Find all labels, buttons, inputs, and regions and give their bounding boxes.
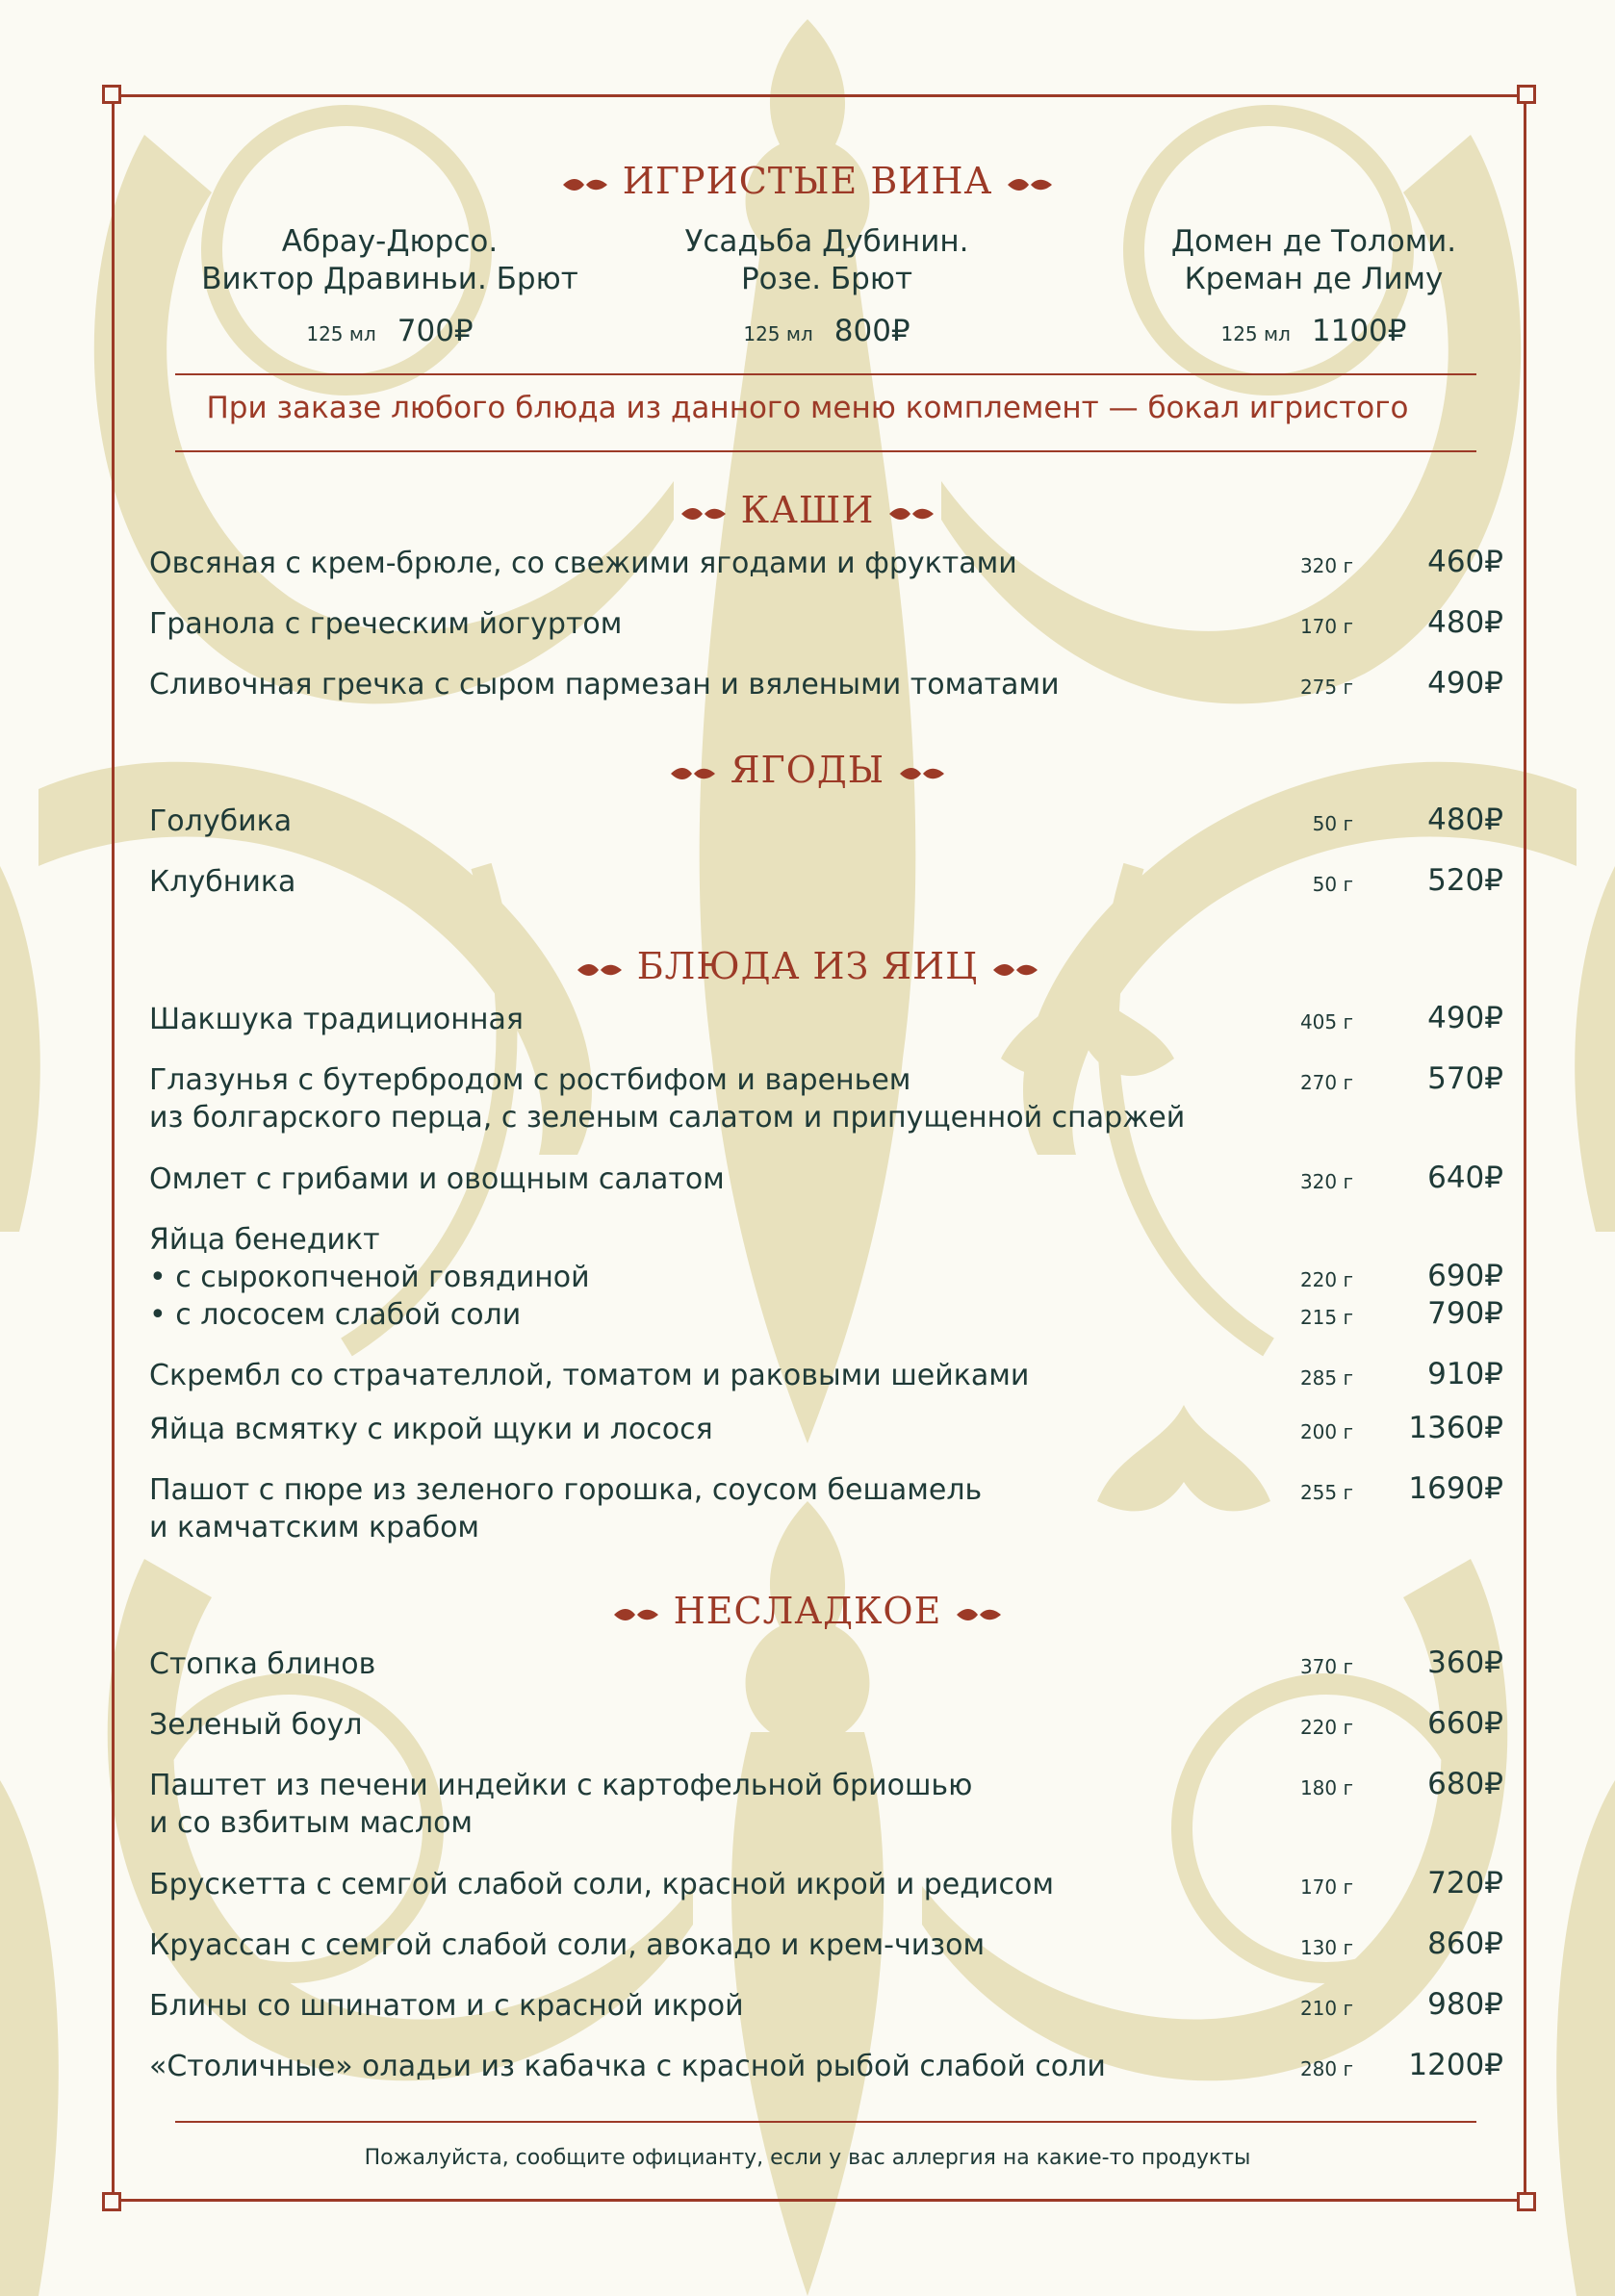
menu-item-price: 360₽: [1427, 1645, 1503, 1680]
menu-item-weight: 130 г: [1299, 1936, 1353, 1959]
divider: [175, 2121, 1476, 2123]
divider: [175, 373, 1476, 375]
ornament-left-icon: [576, 960, 624, 980]
menu-item-price: 680₽: [1427, 1767, 1503, 1801]
menu-item-name: [149, 1866, 1054, 1903]
menu-item-name-line: Клубника: [149, 865, 296, 899]
menu-item-weight: 50 г: [1312, 812, 1353, 835]
menu-item-name-line: Блины со шпинатом и с красной икрой: [149, 1989, 744, 2023]
menu-item-name-line: Яйца всмятку с икрой щуки и лосося: [149, 1413, 713, 1446]
menu-item-name-line: и со взбитым маслом: [149, 1806, 474, 1840]
menu-item-weight: 220 г: [1299, 1268, 1353, 1291]
wine-volume: 125 мл: [743, 322, 813, 345]
menu-item-weight: 210 г: [1299, 1997, 1353, 2020]
menu-item-name: [149, 545, 1017, 582]
ornament-right-icon: [887, 504, 936, 523]
menu-item-weight: 50 г: [1312, 873, 1353, 896]
menu-item-weight: 275 г: [1299, 676, 1353, 699]
menu-item-name-line: Стопка блинов: [149, 1647, 376, 1681]
menu-item-name-line: • с сырокопченой говядиной: [149, 1261, 590, 1294]
menu-item-name: [149, 1001, 524, 1038]
menu-item-price: 1360₽: [1408, 1411, 1503, 1445]
menu-item-weight: 170 г: [1299, 615, 1353, 638]
section-heading-savory: [0, 1590, 1615, 1632]
menu-item-weight: 200 г: [1299, 1420, 1353, 1443]
menu-item-name-line: Яйца бенедикт: [149, 1223, 380, 1257]
menu-item-price: 980₽: [1427, 1987, 1503, 2022]
menu-item-price: 690₽: [1427, 1259, 1503, 1293]
menu-item-weight: 215 г: [1299, 1306, 1353, 1329]
menu-item-name: [149, 1411, 713, 1448]
menu-item-weight: 255 г: [1299, 1481, 1353, 1504]
menu-item-price: 570₽: [1427, 1061, 1503, 1096]
menu-item-name: [149, 2048, 1106, 2085]
menu-item-name: [149, 1296, 521, 1334]
menu-item-price: 490₽: [1427, 1001, 1503, 1035]
menu-item-name: [149, 605, 622, 643]
section-title: ЯГОДЫ: [730, 749, 885, 791]
wine-item: [586, 223, 1067, 353]
menu-item-name-line: Паштет из печени индейки с картофельной бриошью: [149, 1769, 973, 1802]
wine-price: 700₽: [397, 314, 474, 348]
menu-item-name: [149, 1645, 375, 1683]
menu-item-name-line: из болгарского перца, с зеленым салатом и припущенной спаржей: [149, 1101, 1186, 1135]
menu-item-name-line: • с лососем слабой соли: [149, 1298, 522, 1332]
menu-item-price: 640₽: [1427, 1161, 1503, 1195]
menu-item-weight: 320 г: [1299, 554, 1353, 577]
section-heading-porridge: [0, 489, 1615, 531]
menu-item-name-line: Сливочная гречка с сыром пармезан и вялеными томатами: [149, 668, 1060, 702]
menu-item-name-line: Зеленый боул: [149, 1708, 363, 1742]
menu-item-name-line: Гранола с греческим йогуртом: [149, 607, 623, 641]
section-title: НЕСЛАДКОЕ: [673, 1590, 942, 1632]
menu-item-name-line: Пашот с пюре из зеленого горошка, соусом бешамель: [149, 1473, 983, 1507]
divider: [175, 450, 1476, 452]
menu-item-price: 1200₽: [1408, 2048, 1503, 2082]
menu-item-price: 910₽: [1427, 1357, 1503, 1391]
ornament-right-icon: [955, 1605, 1003, 1624]
wine-item: [1073, 223, 1554, 353]
menu-item-weight: 270 г: [1299, 1071, 1353, 1094]
menu-item-weight: 220 г: [1299, 1716, 1353, 1739]
ornament-right-icon: [1006, 175, 1054, 194]
section-title: БЛЮДА ИЗ ЯИЦ: [636, 945, 979, 987]
menu-item-weight: 405 г: [1299, 1010, 1353, 1033]
menu-item-name: [149, 1357, 1029, 1394]
wine-volume: 125 мл: [1220, 322, 1291, 345]
wine-item: [149, 223, 630, 353]
menu-item-weight: 280 г: [1299, 2057, 1353, 2080]
menu-item-name-line: Круассан с семгой слабой соли, авокадо и крем-чизом: [149, 1928, 986, 1962]
menu-item-price: 790₽: [1427, 1296, 1503, 1331]
menu-item-price: 720₽: [1427, 1866, 1503, 1901]
menu-item-name: [149, 1161, 725, 1198]
menu-item-name-line: Овсяная с крем-брюле, со свежими ягодами и фруктами: [149, 547, 1017, 580]
menu-item-name-line: «Столичные» оладьи из кабачка с красной рыбой слабой соли: [149, 2050, 1106, 2083]
ornament-left-icon: [679, 504, 728, 523]
menu-item-price: 660₽: [1427, 1706, 1503, 1741]
menu-item-name-line: Брускетта с семгой слабой соли, красной икрой и редисом: [149, 1868, 1054, 1901]
menu-item-weight: 370 г: [1299, 1655, 1353, 1678]
menu-item-weight: 170 г: [1299, 1875, 1353, 1899]
menu-item-price: 490₽: [1427, 666, 1503, 701]
complement-notice: При заказе любого блюда из данного меню комплемент — бокал игристого: [206, 391, 1409, 425]
menu-item-price: 520₽: [1427, 863, 1503, 898]
menu-item-name: [149, 1061, 1185, 1136]
ornament-left-icon: [669, 764, 717, 783]
allergy-note: Пожалуйста, сообщите официанту, если у вас аллергия на какие-то продукты: [364, 2146, 1251, 2170]
menu-item-name: [149, 1471, 982, 1546]
section-heading-eggs: [0, 945, 1615, 987]
menu-item-name: [149, 863, 295, 901]
menu-item-name-line: Омлет с грибами и овощным салатом: [149, 1162, 725, 1196]
ornament-right-icon: [898, 764, 946, 783]
menu-item-name-line: Голубика: [149, 804, 293, 838]
section-heading-sparkling: [0, 160, 1615, 202]
wine-price: 800₽: [833, 314, 910, 348]
section-title: КАШИ: [740, 489, 875, 531]
menu-item-name: [149, 1926, 985, 1964]
menu-item-name: [149, 803, 292, 840]
menu-item-price: 1690₽: [1408, 1471, 1503, 1506]
menu-item-name: [149, 1767, 972, 1842]
menu-item-weight: 320 г: [1299, 1170, 1353, 1193]
menu-item-price: 860₽: [1427, 1926, 1503, 1961]
ornament-right-icon: [991, 960, 1039, 980]
wine-name-line2: Розе. Брют: [740, 262, 913, 296]
menu-item-name-line: Шакшука традиционная: [149, 1003, 524, 1036]
menu-item-name-line: и камчатским крабом: [149, 1511, 480, 1544]
menu-item-name: [149, 1987, 744, 2025]
wine-name-line1: Абрау-Дюрсо.: [281, 224, 499, 259]
menu-item-name-line: Глазунья с бутербродом с ростбифом и вареньем: [149, 1063, 911, 1097]
section-heading-berries: [0, 749, 1615, 791]
wine-name-line1: Усадьба Дубинин.: [684, 224, 969, 259]
wine-price: 1100₽: [1311, 314, 1407, 348]
wine-name-line1: Домен де Толоми.: [1170, 224, 1457, 259]
wine-name-line2: Креман де Лиму: [1184, 262, 1444, 296]
menu-item-name: [149, 1706, 362, 1744]
menu-item-price: 460₽: [1427, 545, 1503, 579]
menu-item-name: [149, 1259, 590, 1296]
menu-item-name: [149, 666, 1060, 703]
menu-item-name: [149, 1221, 380, 1259]
menu-item-price: 480₽: [1427, 803, 1503, 837]
menu-item-name-line: Скрембл со страчателлой, томатом и раковыми шейками: [149, 1359, 1030, 1392]
ornament-left-icon: [561, 175, 609, 194]
menu-item-weight: 285 г: [1299, 1366, 1353, 1390]
section-title: ИГРИСТЫЕ ВИНА: [622, 160, 993, 202]
wine-name-line2: Виктор Дравиньи. Брют: [201, 262, 578, 296]
menu-item-price: 480₽: [1427, 605, 1503, 640]
menu-item-weight: 180 г: [1299, 1776, 1353, 1799]
wine-volume: 125 мл: [306, 322, 376, 345]
ornament-left-icon: [612, 1605, 660, 1624]
